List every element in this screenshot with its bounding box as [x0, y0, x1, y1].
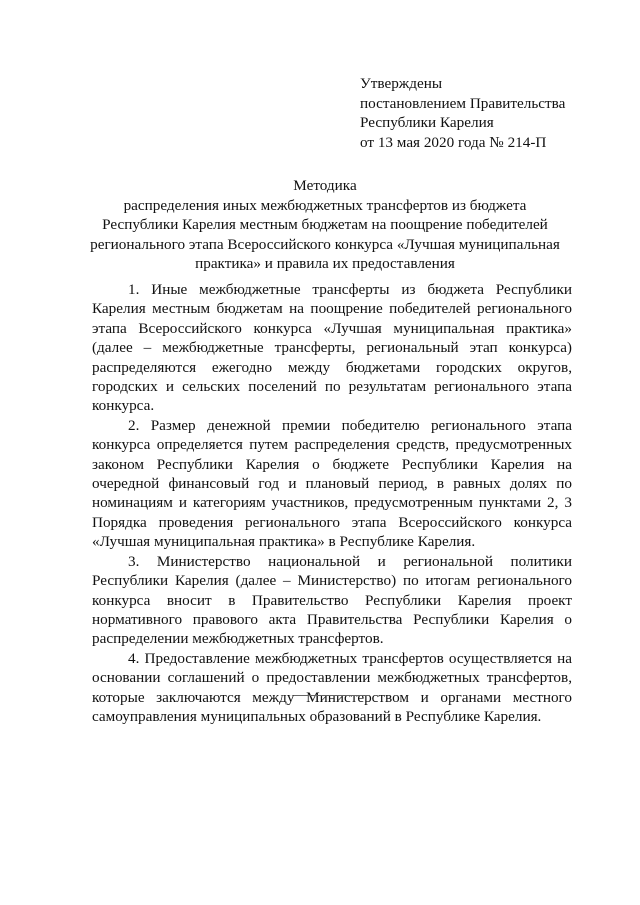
approval-line-approved: Утверждены: [360, 75, 443, 92]
approval-line-resolution: постановлением Правительства: [360, 94, 566, 112]
end-divider: [294, 695, 370, 696]
approval-stamp: [360, 74, 610, 152]
approval-line-republic: Республики Карелия: [360, 114, 494, 131]
document-body: [92, 280, 572, 726]
paragraph-2: 2. Размер денежной премии победителю регионального этапа конкурса определяется путем распределения средств, предусмотренных законом Республики Карелия о бюджете Республики Карелия на очередной финансовый год и плановый период, в равных долях по номинациям и категориям участников, предусмотренным пунктами 2, 3 Порядка проведения регионального этапа Всероссийского конкурса «Лучшая муниципальная практика» в Республике Карелия.: [92, 416, 572, 551]
title-line-4: регионального этапа Всероссийского конкурса «Лучшая муниципальная: [90, 235, 560, 253]
paragraph-3: 3. Министерство национальной и региональной политики Республики Карелия (далее – Министерство) по итогам регионального конкурса вносит в Правительство Республики Карелия проект нормативного правового акта Правительства Республики Карелия о распределении межбюджетных трансфертов.: [92, 552, 572, 648]
title-line-1: Методика: [293, 177, 357, 194]
paragraph-1: 1. Иные межбюджетные трансферты из бюджета Республики Карелия местным бюджетам на поощрение победителей регионального этапа Всероссийского конкурса «Лучшая муниципальная практика» (далее – межбюджетные трансферты, региональный этап конкурса) распределяются ежегодно между бюджетами городских округов, городских и сельских поселений по результатам регионального этапа конкурса.: [92, 281, 572, 415]
title-line-3: Республики Карелия местным бюджетам на поощрение победителей: [102, 216, 548, 233]
title-line-2: распределения иных межбюджетных трансфертов из бюджета: [123, 196, 527, 214]
document-title: [80, 176, 570, 274]
paragraph-4: 4. Предоставление межбюджетных трансфертов осуществляется на основании соглашений о предоставлении межбюджетных трансфертов, которые заключаются между Министерством и органами местного самоуправления муниципальных образований в Республике Карелия.: [92, 649, 572, 725]
approval-line-date-number: от 13 мая 2020 года № 214-П: [360, 133, 547, 151]
title-line-5: практика» и правила их предоставления: [195, 255, 455, 272]
